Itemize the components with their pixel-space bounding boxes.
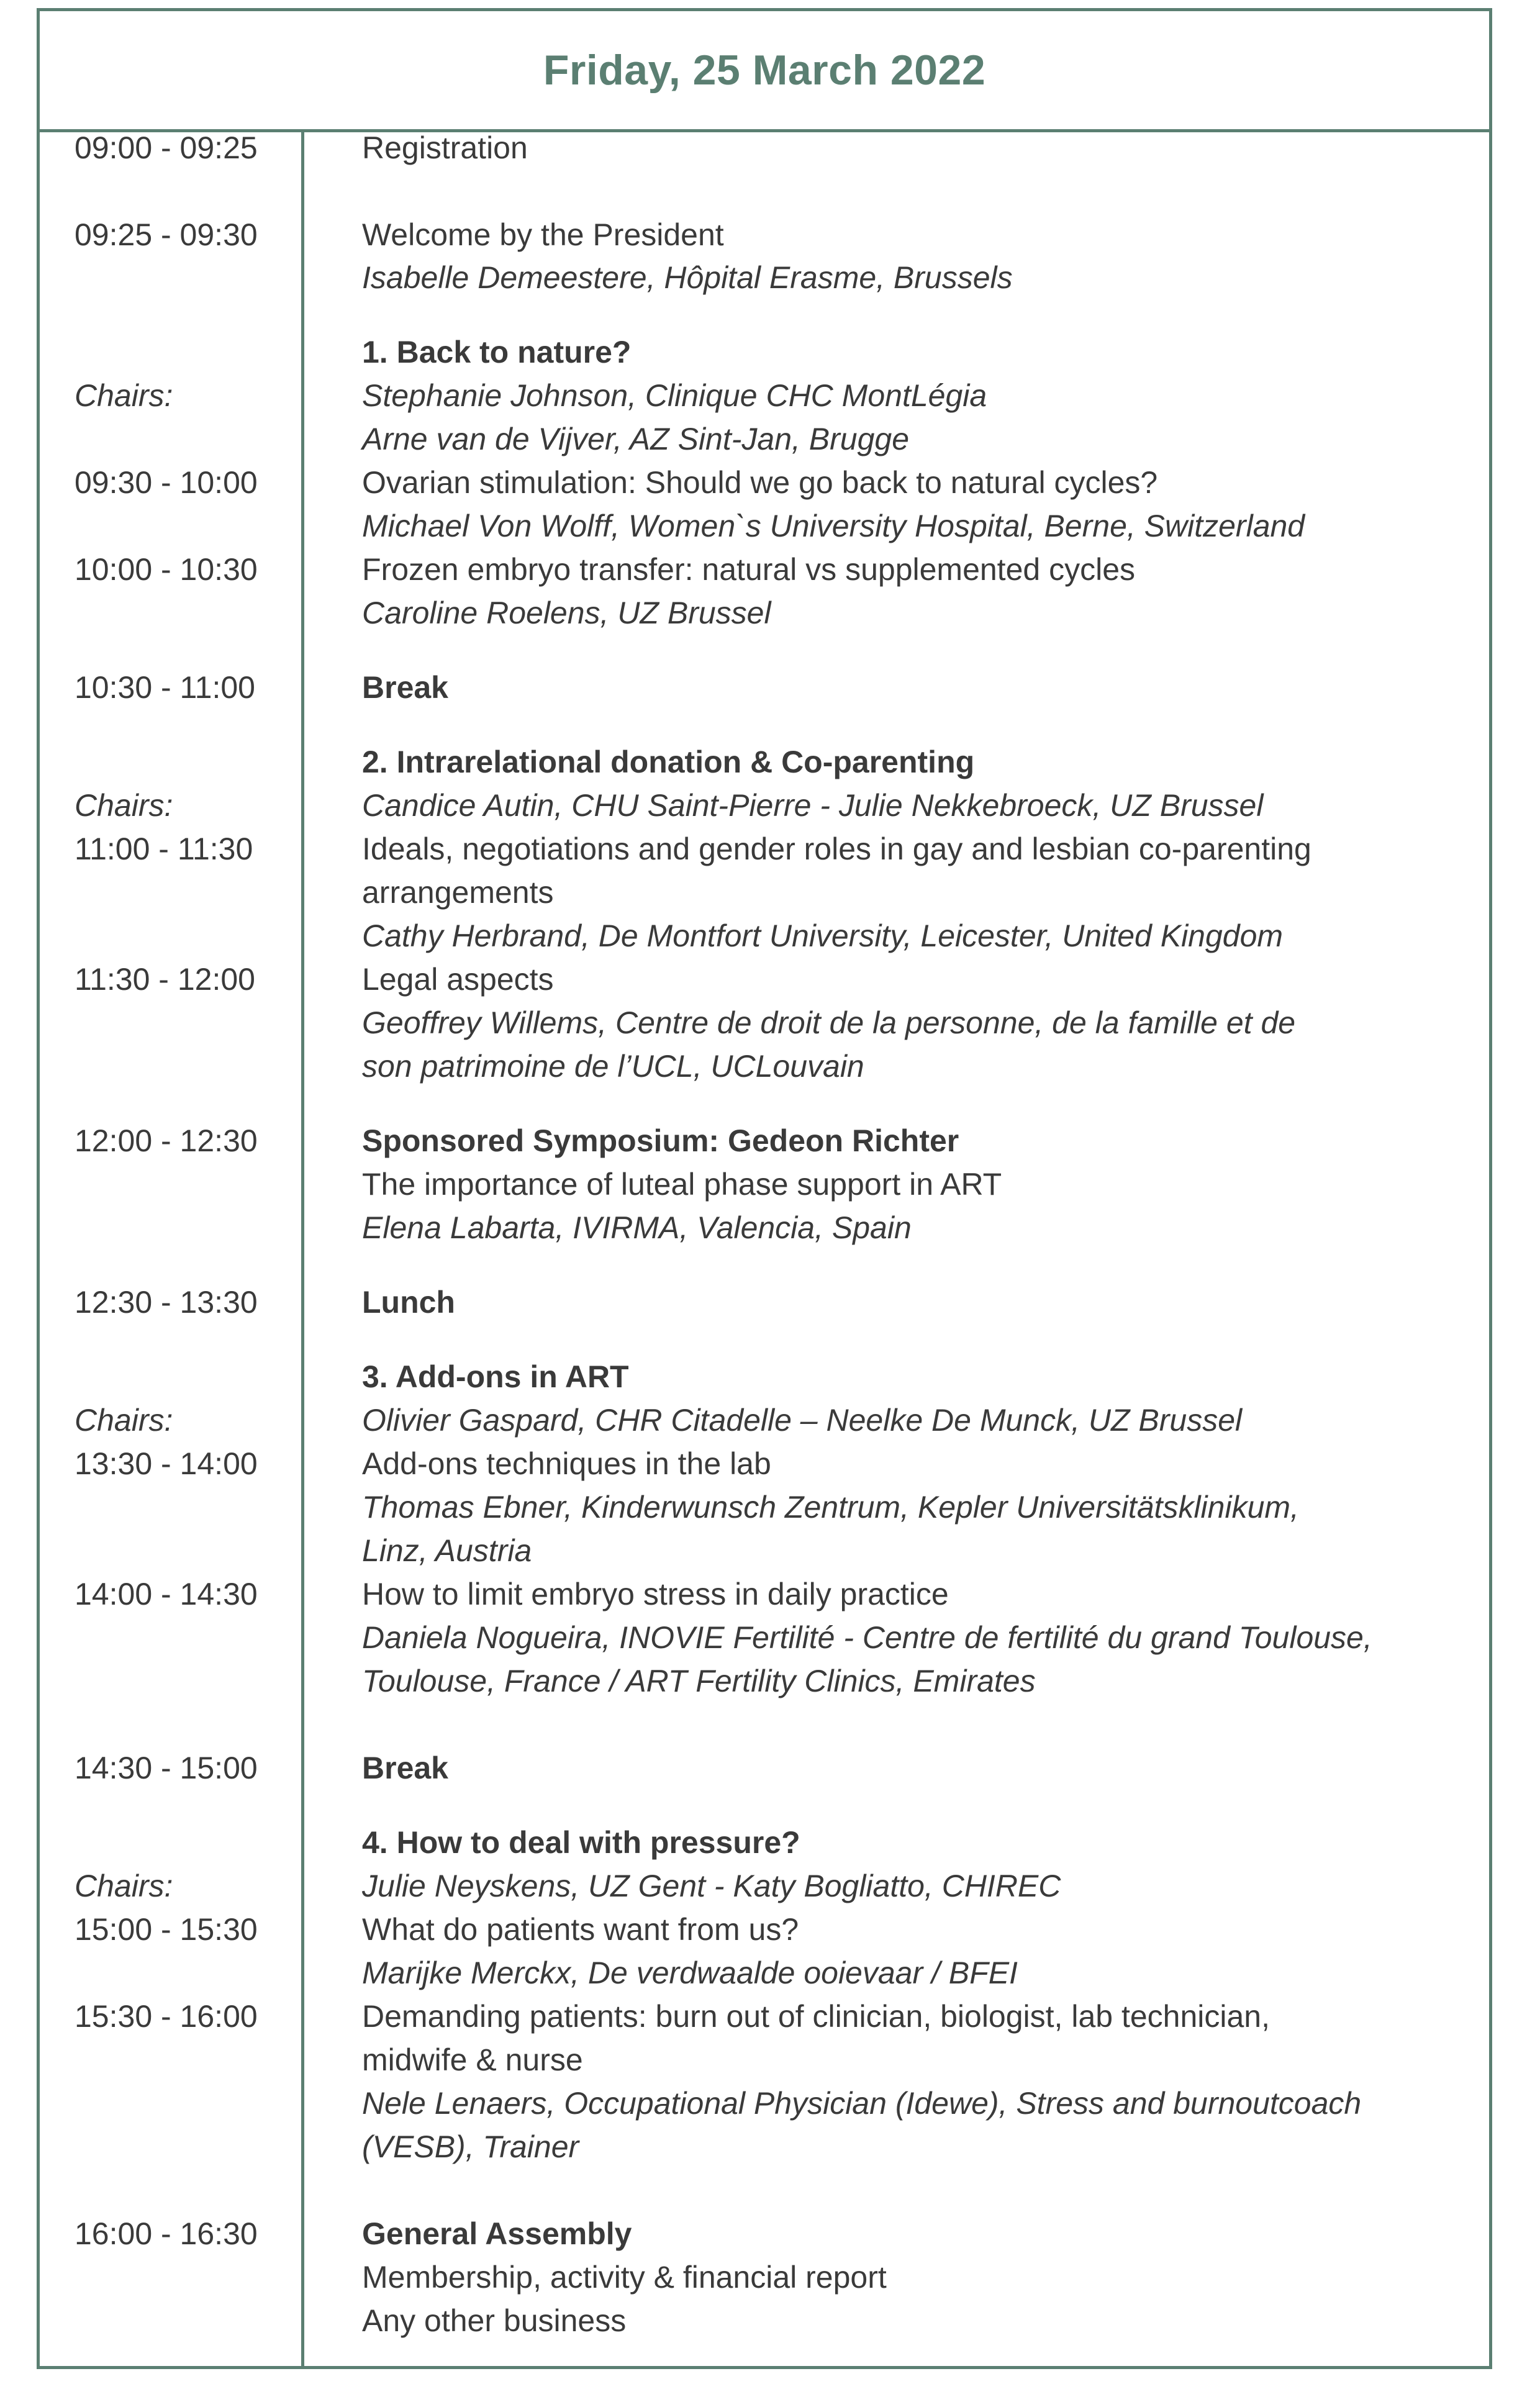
speaker: Marijke Merckx, De verdwaalde ooievaar / BFEI	[362, 1956, 1018, 1990]
talk-title: Legal aspects	[362, 962, 554, 997]
talk-title: The importance of luteal phase support in ART	[362, 1167, 1002, 1202]
agenda-item: Any other business	[362, 2303, 627, 2338]
time-slot: 12:00 - 12:30	[75, 1123, 258, 1158]
session-title: 4. How to deal with pressure?	[362, 1825, 800, 1860]
chair-names: Candice Autin, CHU Saint-Pierre - Julie Nekkebroeck, UZ Brussel	[362, 788, 1264, 823]
general-assembly-title: General Assembly	[362, 2216, 632, 2251]
session-title: 3. Add-ons in ART	[362, 1359, 629, 1394]
time-slot: 16:00 - 16:30	[75, 2216, 258, 2251]
break: Break	[362, 670, 448, 705]
talk-title: What do patients want from us?	[362, 1912, 799, 1947]
speaker: Caroline Roelens, UZ Brussel	[362, 596, 771, 630]
time-slot: 12:30 - 13:30	[75, 1285, 258, 1320]
speaker: Daniela Nogueira, INOVIE Fertilité - Centre de fertilité du grand Toulouse,	[362, 1620, 1372, 1655]
time-slot: 09:25 - 09:30	[75, 217, 258, 252]
talk-title: Add-ons techniques in the lab	[362, 1446, 771, 1481]
time-slot: 14:00 - 14:30	[75, 1577, 258, 1611]
talk-title: Frozen embryo transfer: natural vs supplemented cycles	[362, 552, 1135, 587]
symposium-title: Sponsored Symposium: Gedeon Richter	[362, 1123, 959, 1158]
talk-title: Ideals, negotiations and gender roles in gay and lesbian co-parenting	[362, 832, 1311, 866]
time-slot: 11:30 - 12:00	[75, 962, 255, 997]
time-slot: 10:30 - 11:00	[75, 670, 255, 705]
speaker: Isabelle Demeestere, Hôpital Erasme, Brussels	[362, 260, 1013, 295]
speaker: (VESB), Trainer	[362, 2129, 579, 2164]
speaker: Nele Lenaers, Occupational Physician (Idewe), Stress and burnoutcoach	[362, 2086, 1362, 2121]
program-frame	[37, 8, 1492, 2369]
agenda-item: Membership, activity & financial report	[362, 2260, 887, 2295]
registration: Registration	[362, 130, 528, 165]
talk-title: arrangements	[362, 875, 554, 910]
session-title: 1. Back to nature?	[362, 335, 632, 369]
time-slot: 09:00 - 09:25	[75, 130, 258, 165]
chairs-label: Chairs:	[75, 1869, 173, 1903]
chair-names: Julie Neyskens, UZ Gent - Katy Bogliatto, CHIREC	[362, 1869, 1061, 1903]
time-slot: 09:30 - 10:00	[75, 465, 258, 500]
column-divider	[301, 129, 304, 2366]
time-slot: 13:30 - 14:00	[75, 1446, 258, 1481]
speaker: Linz, Austria	[362, 1533, 532, 1568]
talk-title: Ovarian stimulation: Should we go back to natural cycles?	[362, 465, 1158, 500]
speaker: son patrimoine de l’UCL, UCLouvain	[362, 1049, 864, 1084]
speaker: Geoffrey Willems, Centre de droit de la personne, de la famille et de	[362, 1005, 1296, 1040]
time-slot: 14:30 - 15:00	[75, 1751, 258, 1785]
speaker: Thomas Ebner, Kinderwunsch Zentrum, Kepler Universitätsklinikum,	[362, 1490, 1299, 1525]
talk-title: midwife & nurse	[362, 2042, 583, 2077]
session-title: 2. Intrarelational donation & Co-parenting	[362, 745, 975, 779]
page-title: Friday, 25 March 2022	[543, 47, 986, 94]
title-bar	[40, 11, 1489, 132]
chairs-label: Chairs:	[75, 378, 173, 413]
chair-names: Arne van de Vijver, AZ Sint-Jan, Brugge	[362, 422, 910, 456]
talk-title: Demanding patients: burn out of clinician, biologist, lab technician,	[362, 1999, 1270, 2034]
speaker: Michael Von Wolff, Women`s University Hospital, Berne, Switzerland	[362, 509, 1305, 543]
speaker: Toulouse, France / ART Fertility Clinics, Emirates	[362, 1664, 1036, 1698]
time-slot: 10:00 - 10:30	[75, 552, 258, 587]
chairs-label: Chairs:	[75, 1403, 173, 1438]
chair-names: Olivier Gaspard, CHR Citadelle – Neelke De Munck, UZ Brussel	[362, 1403, 1243, 1438]
time-slot: 15:00 - 15:30	[75, 1912, 258, 1947]
speaker: Cathy Herbrand, De Montfort University, Leicester, United Kingdom	[362, 918, 1284, 953]
talk-title: How to limit embryo stress in daily practice	[362, 1577, 949, 1611]
welcome: Welcome by the President	[362, 217, 724, 252]
chair-names: Stephanie Johnson, Clinique CHC MontLégia	[362, 378, 987, 413]
time-slot: 11:00 - 11:30	[75, 832, 253, 866]
speaker: Elena Labarta, IVIRMA, Valencia, Spain	[362, 1210, 912, 1245]
chairs-label: Chairs:	[75, 788, 173, 823]
time-slot: 15:30 - 16:00	[75, 1999, 258, 2034]
break: Break	[362, 1751, 448, 1785]
lunch: Lunch	[362, 1285, 455, 1320]
